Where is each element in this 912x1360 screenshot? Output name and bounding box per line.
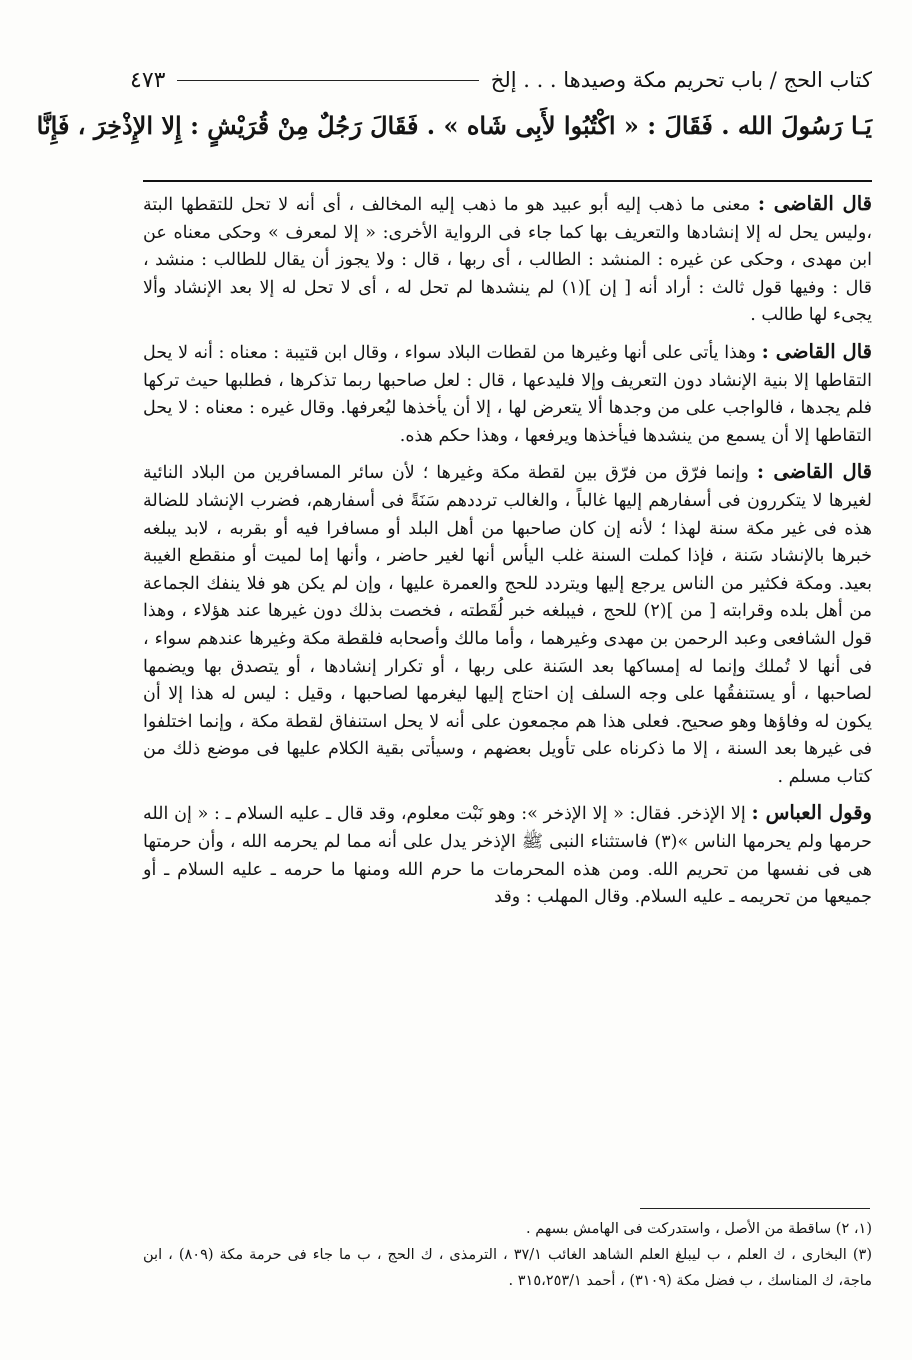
commentary-body: [143, 190, 872, 920]
paragraph-lead: قال القاضى :: [756, 460, 872, 484]
paragraph-text: إلا الإذخر. فقال: « إلا الإذخر »: وهو نَبْت معلوم، وقد قال ـ عليه السلام ـ : « إن الله حرمها ولم يحرمها الناس »(٣) فاستثناء النبى ﷺ الإذخر يدل على أنه مما لم يحرمه الله ، وأن حرمتها هى فى نفسها من تحريم الله. ومن هذه المحرمات ما حرم الله ومنها ما حرمه ـ عليه السلام ـ أو جميعها من تحريمه ـ عليه السلام. وقال المهلب : وقد: [143, 804, 872, 908]
paragraph-lead: وقول العباس :: [751, 801, 872, 825]
section-divider: [143, 180, 872, 182]
commentary-paragraph: [143, 338, 872, 450]
hadith-text: يَـا رَسُولَ الله . فَقَالَ : « اكْتُبُوا لأَبِى شَاه » . فَقَالَ رَجُلٌ مِنْ قُرَيْشٍ : إِلا الإِذْخِرَ ، فَإِنَّا: [36, 111, 872, 140]
footnotes: [143, 1216, 872, 1294]
commentary-paragraph: [143, 458, 872, 791]
paragraph-text: وإنما فرّق من فرّق بين لقطة مكة وغيرها ؛ لأن سائر المسافرين من البلاد النائية لغيرها لا يتكررون فى أسفارهم إليها غالباً ، والغالب ترددهم سَنَةً فى أسفارهم، فضرب الإنشاد للضالة هذه فى غير مكة سنة لهذا ؛ لأنه إن كان صاحبها من أهل البلد أو مسافرا فيه أو بقربه ، لابد يبلغه خبرها بالإنشاد سَنة ، فإذا كملت السنة غلب اليأس أنها لغير حاضر ، وأنها إما لميت أو منقطع الغيبة بعيد. ومكة فكثير من الناس يرجع إليها ويتردد للحج والعمرة عليها ، وإن لم يكن هو فلا ينفك الجماعة من أهل بلده وقرابته [ من ](٢) للحج ، فيبلغه خبر لُقَطته ، فخصت بذلك دون غيرها عند هؤلاء ، وهذا قول الشافعى وعبد الرحمن بن مهدى وغيرهما ، وأما مالك وأصحابه فلقطة مكة وغيرها عندهم سواء ، فى أنها لا تُملك وإنما له إمساكها بعد السَنة على ربها ، أو تكرار إنشادها ، أو يتصدق بها ويضمها لصاحبها ، أو يستنفقُها على وجه السلف إن احتاج إليها ليغرمها لصاحبها ، وقيل : ليس له هذا إلا أن يكون له وفاؤها وهو صحيح. فعلى هذا هم مجمعون على أنه لا يحل استنفاق لقطة مكة ، وإنما اختلفوا فى غيرها بعد السنة ، إلا ما ذكرناه على تأويل بعضهم ، وسيأتى بقية الكلام عليها فى موضع ذلك من كتاب مسلم .: [143, 463, 872, 787]
footnote: (٣) البخارى ، ك العلم ، ب ليبلغ العلم الشاهد الغائب ٣٧/١ ، الترمذى ، ك الحج ، ب ما جاء فى حرمة مكة (٨٠٩) ، ابن ماجة، ك المناسك ، ب فضل مكة (٣١٠٩) ، أحمد ٣١٥،٢٥٣/١ .: [143, 1247, 872, 1289]
running-title: كتاب الحج / باب تحريم مكة وصيدها . . . إلخ: [490, 68, 872, 92]
paragraph-lead: قال القاضى :: [761, 339, 872, 363]
footnote: (١، ٢) ساقطة من الأصل ، واستدركت فى الهامش بسهم .: [526, 1221, 872, 1237]
footnote-rule: [640, 1208, 870, 1209]
header-rule: [177, 80, 478, 81]
page-number: ٤٧٣: [130, 67, 166, 93]
running-header: [130, 62, 872, 98]
paragraph-text: وهذا يأتى على أنها وغيرها من لقطات البلاد سواء ، وقال ابن قتيبة : معناه : أنه لا يحل التقاطها إلا بنية الإنشاد دون التعريف وإلا فليدعها ، قال : لعل صاحبها ربما تذكرها ، فطلبها حيث تركها فلم يجدها ، فالواجب على من وجدها ألا يتعرض لها ، إلا أن يأخذها ليُعرفها. وقال غيره : معناه : لا يحل التقاطها إلا أن يسمع من ينشدها فيأخذها ويرفعها ، وهذا حكم هذه.: [143, 342, 872, 446]
paragraph-text: معنى ما ذهب إليه أبو عبيد هو ما ذهب إليه المخالف ، أى أنه لا تحل للتقطها البتة ،وليس يحل له إلا إنشادها والتعريف بها كما جاء فى الرواية الأخرى: « إلا لمعرف » وحكى معناه عن ابن مهدى ، وحكى عن غيره : المنشد : الطالب ، أى ربها ، قال : ولا يجوز أن يقال للطالب : منشد ، قال : وفيها قول ثالث : أراد أنه [ إن ](١) لم ينشدها لم تحل له ، أى لا تحل له إلا بعد الإنشاد وألا يجىء لها طالب .: [143, 195, 873, 326]
commentary-paragraph: [143, 799, 872, 911]
commentary-paragraph: [143, 190, 872, 330]
paragraph-lead: قال القاضى :: [757, 192, 872, 215]
